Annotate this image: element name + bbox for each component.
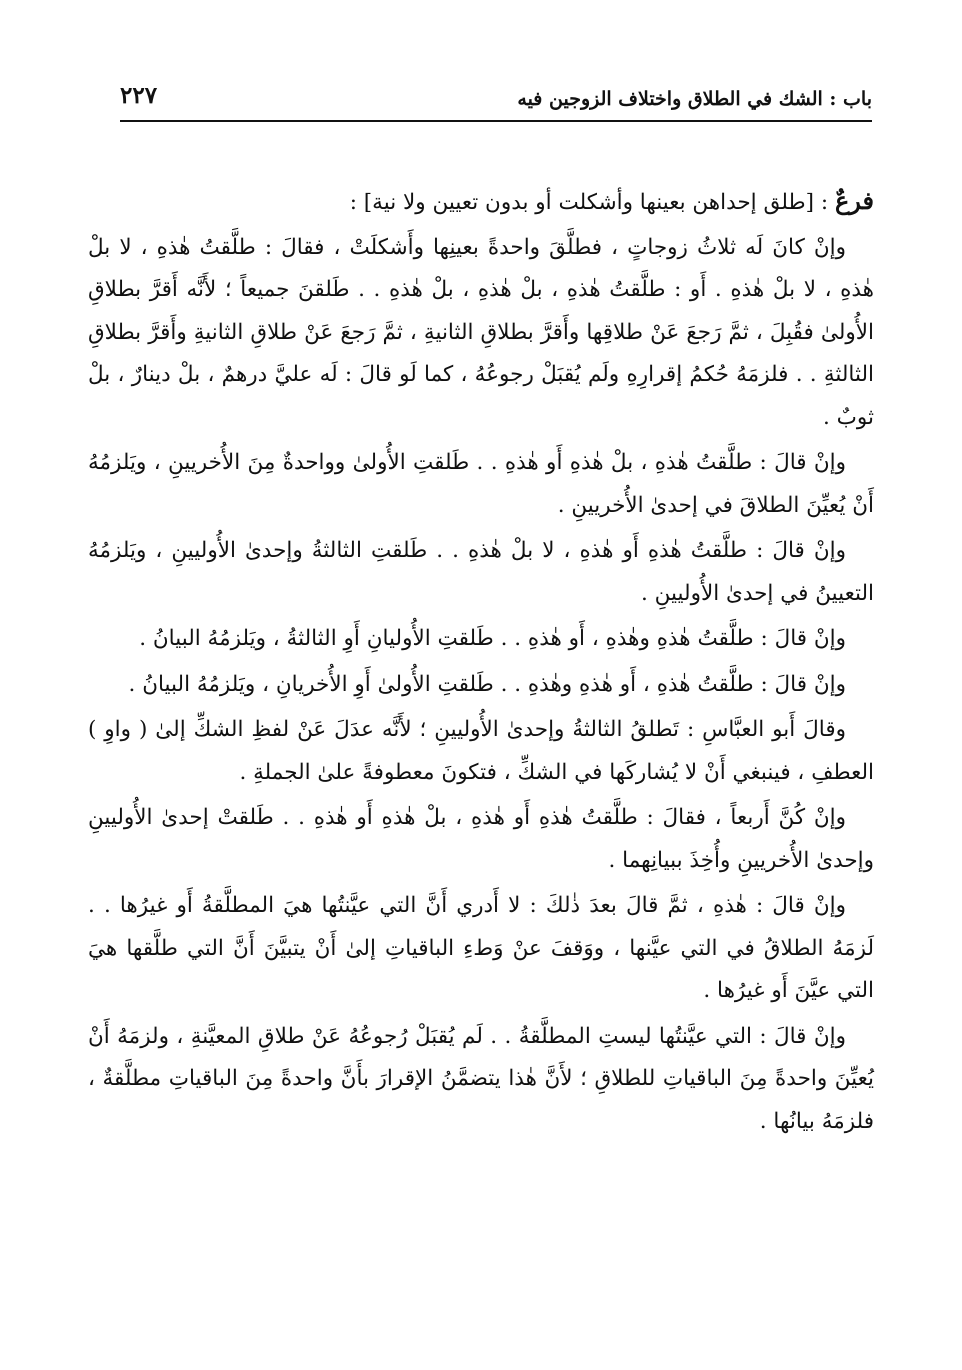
section-title: : [طلق إحداهن بعينها وأشكلت أو بدون تعيين ولا نية] :	[349, 190, 835, 215]
paragraph: وإنْ قالَ : هٰذهِ ، ثمَّ قالَ بعدَ ذٰلكَ : لا أَدري أَنَّ التي عيَّنتُها هيَ المطلَّقةُ أَو غيرُها . . لَزمَهُ الطلاقُ في التي عيَّنها ، ووَقفَ عنْ وَطءِ الباقياتِ إلىٰ أَنْ يتبيَّنَ أَنَّ التي طلَّقها هيَ التي عيَّنَ أَو غيرُها .	[88, 893, 874, 1003]
running-header	[120, 82, 872, 122]
chapter-title: باب : الشك في الطلاق واختلاف الزوجين فيه	[517, 88, 872, 110]
paragraph: وإنْ قالَ : طلَّقتُ هٰذهِ وهٰذهِ ، أَو هٰذهِ . . طَلقتِ الأُوليانِ أَوِ الثالثةُ ، ويَلزمُهُ البيانُ .	[139, 626, 846, 651]
paragraph: وإنْ قالَ : التي عيَّنتُها ليستِ المطلَّقةُ . . لَم يُقبَلْ رُجوعُهُ عَنْ طلاقِ المعيَّنةِ ، ولزمَهُ أَنْ يُعيِّنَ واحدةً مِنَ الباقياتِ للطلاقِ ؛ لأَنَّ هٰذا يتضمَّنُ الإقرارَ بأَنَّ واحدةً مِنَ الباقياتِ مطلَّقةٌ ، فلزمَهُ بيانُها .	[88, 1023, 874, 1134]
paragraph: وقالَ أَبو العبَّاسِ : تَطلقُ الثالثةُ وإحدىٰ الأُوليينِ ؛ لأَنَّه عدَلَ عَنْ لفظِ الشكِّ إلىٰ ( واوِ ) العطفِ ، فينبغي أَنْ لا يُشاركَها في الشكِّ ، فتكونَ معطوفةً علىٰ الجملةِ .	[88, 717, 874, 785]
paragraph: وإنْ كانَ لَه ثلاثُ زوجاتٍ ، فطلَّقَ واحدةً بعينِها وأَشكلَتْ ، فقالَ : طلَّقتُ هٰذهِ ، لا بلْ هٰذهِ ، لا بلْ هٰذهِ . أَو : طلَّقتُ هٰذهِ ، بلْ هٰذهِ ، بلْ هٰذهِ . . طَلقنَ جميعاً ؛ لأَنَّه أَقرَّ بطلاقِ الأُولىٰ فقُبِلَ ، ثمَّ رَجعَ عَنْ طلاقِها وأَقرَّ بطلاقِ الثانيةِ ، ثمَّ رَجعَ عَنْ طلاقِ الثانيةِ وأَقرَّ بطلاقِ الثالثةِ . . فلزمَهُ حُكمُ إقرارِهِ ولَم يُقبَلْ رجوعُهُ ، كما لَو قالَ : لَه عليَّ درهمٌ ، بلْ دينارٌ ، بلْ ثوبٌ .	[88, 234, 874, 430]
body-text	[88, 180, 874, 1146]
paragraph: وإنْ قالَ : طلَّقتُ هٰذهِ ، أَو هٰذهِ وهٰذهِ . . طَلقتِ الأُولىٰ أَوِ الأُخريانِ ، ويَلزمُهُ البيانُ .	[128, 671, 846, 697]
page-number: ٢٢٧	[120, 82, 158, 109]
paragraph: وإنْ قالَ : طلَّقتُ هٰذهِ أَو هٰذهِ ، لا بلْ هٰذهِ . . طَلقتِ الثالثةُ وإحدىٰ الأُوليينِ ، ويَلزمُهُ التعيينُ في إحدىٰ الأُوليينِ .	[88, 538, 874, 606]
section-label: فرعٌ	[834, 186, 874, 215]
section-heading	[88, 180, 874, 225]
paragraph: وإنْ قالَ : طلَّقتُ هٰذهِ ، بلْ هٰذهِ أَو هٰذهِ . . طَلقتِ الأُولىٰ وواحدةٌ مِنَ الأُخريينِ ، ويَلزمُهُ أَنْ يُعيِّنَ الطلاقَ في إحدىٰ الأُخريينِ .	[88, 450, 874, 518]
paragraph: وإنْ كُنَّ أَربعاً ، فقالَ : طلَّقتُ هٰذهِ أَو هٰذهِ ، بلْ هٰذهِ أَو هٰذهِ . . طَلقتْ إحدىٰ الأُوليينِ وإحدىٰ الأُخريينِ وأُخِذَ ببيانِهما .	[88, 805, 874, 873]
